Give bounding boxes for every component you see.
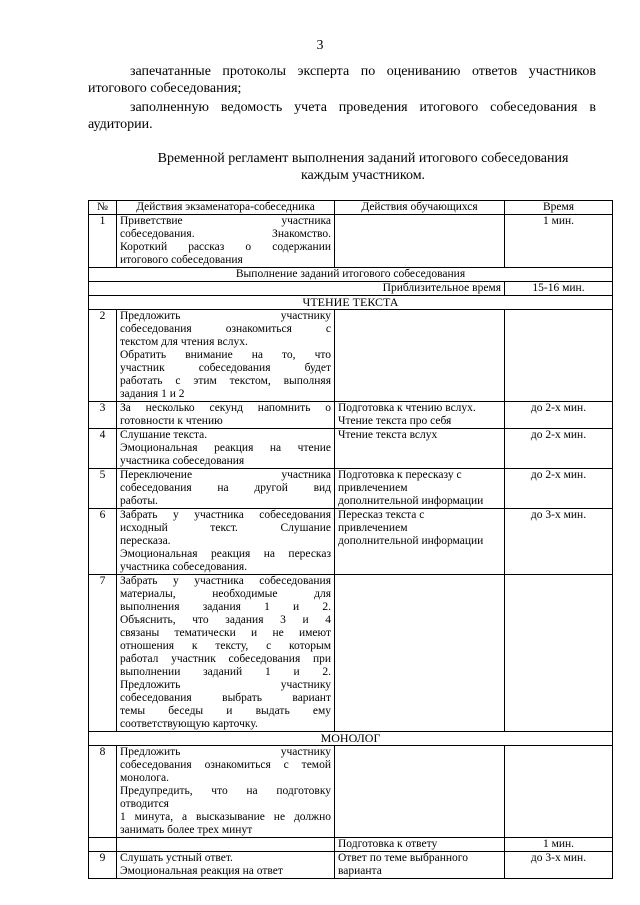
intro-text-1: запечатанные протоколы эксперта по оцениванию ответов участников итогового собеседования; xyxy=(88,64,596,96)
row-number xyxy=(89,838,117,852)
text-line: участника собеседования xyxy=(120,455,245,467)
table-row xyxy=(89,746,613,838)
row-number: 9 xyxy=(89,852,117,879)
student-action: Подготовка к ответу xyxy=(335,838,505,852)
span-row-perform: Выполнение заданий итогового собеседования xyxy=(89,268,613,282)
text-line: Подготовка к пересказу с xyxy=(338,469,462,481)
table-row xyxy=(89,310,613,402)
header-student-actions: Действия обучающихся xyxy=(335,201,505,215)
text-line: участник собеседования будет xyxy=(120,362,331,374)
text-line: Предложить участнику xyxy=(120,746,331,758)
text-line: отношения к тексту, с которым xyxy=(120,640,331,652)
student-action xyxy=(335,469,505,509)
text-line: собеседования. Знакомство. xyxy=(120,228,331,240)
examiner-action xyxy=(117,838,335,852)
table-row xyxy=(89,838,613,852)
text-line: задания 1 и 2 xyxy=(120,388,185,400)
table-row xyxy=(89,509,613,575)
duration xyxy=(505,575,613,732)
row-number: 8 xyxy=(89,746,117,838)
text-line: готовности к чтению xyxy=(120,415,223,427)
row-number: 1 xyxy=(89,215,117,268)
text-line: собеседования на другой вид xyxy=(120,482,331,494)
text-line: Короткий рассказ о содержании xyxy=(120,241,331,253)
table-row xyxy=(89,575,613,732)
text-line: Забрать у участника собеседования xyxy=(120,509,331,521)
student-action xyxy=(335,852,505,879)
text-line: дополнительной информации xyxy=(338,495,484,507)
text-line: отводится xyxy=(120,798,169,810)
text-line: Предупредить, что на подготовку xyxy=(120,785,331,797)
text-line: материалы, необходимые для xyxy=(120,588,331,600)
schedule-table xyxy=(88,200,613,879)
text-line: текстом для чтения вслух. xyxy=(120,336,248,348)
section-reading: ЧТЕНИЕ ТЕКСТА xyxy=(89,296,613,310)
examiner-action xyxy=(117,469,335,509)
table-row xyxy=(89,402,613,429)
section-monologue: МОНОЛОГ xyxy=(89,732,613,746)
row-number: 5 xyxy=(89,469,117,509)
text-line: Эмоциональная реакция на пересказ xyxy=(120,548,331,560)
text-line: Приветствие участника xyxy=(120,215,331,227)
student-action xyxy=(335,402,505,429)
student-action xyxy=(335,746,505,838)
row-number: 2 xyxy=(89,310,117,402)
duration: до 3-х мин. xyxy=(505,852,613,879)
header-num: № xyxy=(89,201,117,215)
text-line: Предложить участнику xyxy=(120,679,331,691)
duration: 1 мин. xyxy=(505,215,613,268)
student-action xyxy=(335,310,505,402)
examiner-action xyxy=(117,509,335,575)
student-action xyxy=(335,509,505,575)
examiner-action xyxy=(117,429,335,469)
duration xyxy=(505,310,613,402)
text-line: варианта xyxy=(338,865,382,877)
table-row xyxy=(89,732,613,746)
text-line: Переключение участника xyxy=(120,469,331,481)
examiner-action xyxy=(117,852,335,879)
text-line: Слушание текста. xyxy=(120,429,208,441)
text-line: дополнительной информации xyxy=(338,535,484,547)
table-row xyxy=(89,282,613,296)
text-line: Эмоциональная реакция на чтение xyxy=(120,442,331,454)
text-line: связаны тематически и не имеют xyxy=(120,627,331,639)
student-action xyxy=(335,575,505,732)
duration: до 2-х мин. xyxy=(505,469,613,509)
text-line: выполнения задания 1 и 2. xyxy=(120,601,331,613)
duration: до 2-х мин. xyxy=(505,429,613,469)
text-line: Чтение текста вслух xyxy=(338,429,438,441)
duration: до 2-х мин. xyxy=(505,402,613,429)
text-line: привлечением xyxy=(338,522,408,534)
header-row xyxy=(89,201,613,215)
text-line: собеседования ознакомиться с темой xyxy=(120,759,331,771)
row-number: 4 xyxy=(89,429,117,469)
intro-paragraph-2 xyxy=(88,99,596,133)
examiner-action xyxy=(117,575,335,732)
title-line-1: Временной регламент выполнения заданий итогового собеседования xyxy=(157,151,569,166)
text-line: Эмоциональная реакция на ответ xyxy=(120,865,283,877)
student-action xyxy=(335,429,505,469)
text-line: Ответ по теме выбранного xyxy=(338,852,468,864)
intro-text-2: заполненную ведомость учета проведения итогового собеседования в аудитории. xyxy=(88,100,596,132)
duration: до 3-х мин. xyxy=(505,509,613,575)
table-row xyxy=(89,429,613,469)
student-action xyxy=(335,215,505,268)
text-line: собеседования ознакомиться с xyxy=(120,323,331,335)
examiner-action xyxy=(117,746,335,838)
text-line: 1 минута, а высказывание не должно xyxy=(120,811,331,823)
text-line: монолога. xyxy=(120,772,169,784)
examiner-action xyxy=(117,402,335,429)
text-line: Обратить внимание на то, что xyxy=(120,349,331,361)
examiner-action xyxy=(117,310,335,402)
text-line: Подготовка к чтению вслух. xyxy=(338,402,476,414)
table-row xyxy=(89,296,613,310)
table-row xyxy=(89,268,613,282)
text-line: привлечением xyxy=(338,482,408,494)
title-line-2: каждым участником. xyxy=(300,168,426,183)
text-line: работы. xyxy=(120,495,158,507)
text-line: участника собеседования. xyxy=(120,561,248,573)
document-title xyxy=(88,150,638,184)
text-line: Пересказ текста с xyxy=(338,509,425,521)
table-row xyxy=(89,215,613,268)
intro-paragraph-1 xyxy=(88,63,596,97)
text-line: собеседования выбрать вариант xyxy=(120,692,331,704)
text-line: Чтение текста про себя xyxy=(338,415,452,427)
approx-time-value: 15-16 мин. xyxy=(505,282,613,296)
row-number: 6 xyxy=(89,509,117,575)
header-examiner-actions: Действия экзаменатора-собеседника xyxy=(117,201,335,215)
text-line: работал участник собеседования при xyxy=(120,653,331,665)
text-line: Предложить участнику xyxy=(120,310,331,322)
text-line: соответствующую карточку. xyxy=(120,718,258,730)
row-number: 7 xyxy=(89,575,117,732)
table-row xyxy=(89,852,613,879)
text-line: Забрать у участника собеседования xyxy=(120,575,331,587)
text-line: занимать более трех минут xyxy=(120,824,253,836)
text-line: работать с этим текстом, выполняя xyxy=(120,375,331,387)
text-line: пересказа. xyxy=(120,535,171,547)
examiner-action xyxy=(117,215,335,268)
approx-time-label: Приблизительное время xyxy=(89,282,505,296)
duration xyxy=(505,746,613,838)
table-row xyxy=(89,469,613,509)
text-line: Слушать устный ответ. xyxy=(120,852,233,864)
text-line: выполнении заданий 1 и 2. xyxy=(120,666,331,678)
text-line: итогового собеседования xyxy=(120,254,243,266)
text-line: Объяснить, что задания 3 и 4 xyxy=(120,614,331,626)
page-number: 3 xyxy=(316,38,324,53)
duration: 1 мин. xyxy=(505,838,613,852)
text-line: исходный текст. Слушание xyxy=(120,522,331,534)
row-number: 3 xyxy=(89,402,117,429)
text-line: темы беседы и выдать ему xyxy=(120,705,331,717)
text-line: За несколько секунд напомнить о xyxy=(120,402,331,414)
header-time: Время xyxy=(505,201,613,215)
